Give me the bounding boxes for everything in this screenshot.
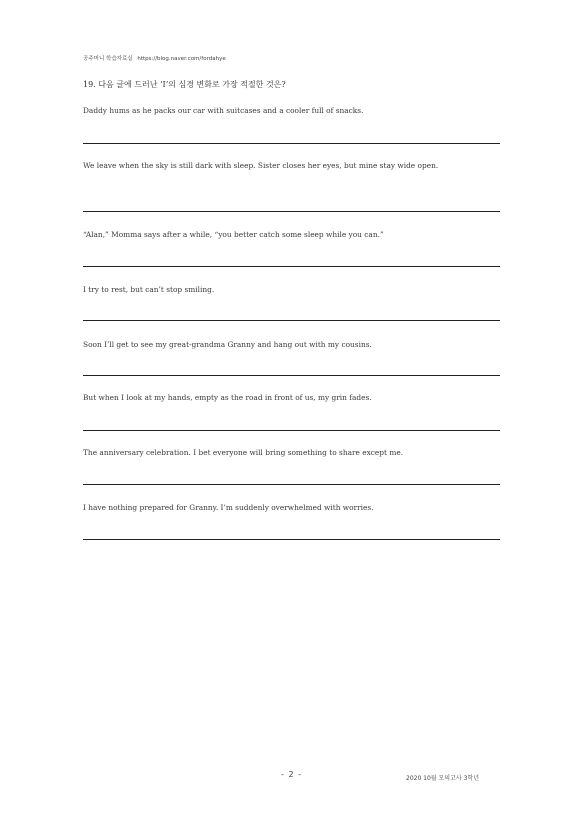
answer-line-2 bbox=[83, 211, 500, 212]
passage-line-3: “Alan,” Momma says after a while, “you better catch some sleep while you can.” bbox=[83, 230, 384, 239]
answer-line-3 bbox=[83, 266, 500, 267]
passage-line-8: I have nothing prepared for Granny. I’m suddenly overwhelmed with worries. bbox=[83, 503, 374, 512]
answer-line-5 bbox=[83, 375, 500, 376]
answer-line-6 bbox=[83, 430, 500, 431]
site-label: 공주머니 학습자료실 bbox=[83, 56, 133, 62]
passage-line-7: The anniversary celebration. I bet everyone will bring something to share except me. bbox=[83, 448, 404, 457]
passage-line-2: We leave when the sky is still dark with sleep. Sister closes her eyes, but mine stay wide open. bbox=[83, 161, 439, 170]
answer-line-1 bbox=[83, 143, 500, 144]
answer-line-4 bbox=[83, 320, 500, 321]
passage-line-4: I try to rest, but can’t stop smiling. bbox=[83, 285, 215, 294]
page-number: - 2 - bbox=[281, 770, 302, 779]
answer-line-8 bbox=[83, 539, 500, 540]
answer-line-7 bbox=[83, 484, 500, 485]
passage-line-1: Daddy hums as he packs our car with suitcases and a cooler full of snacks. bbox=[83, 106, 364, 115]
page-header bbox=[83, 54, 226, 62]
exam-label: 2020 10월 모의고사 3학년 bbox=[406, 775, 480, 782]
site-url[interactable]: https://blog.naver.com/fordahye bbox=[137, 56, 226, 62]
passage-line-6: But when I look at my hands, empty as the road in front of us, my grin fades. bbox=[83, 393, 372, 402]
question-title: 19. 다음 글에 드러난 ‘I’의 심경 변화로 가장 적절한 것은? bbox=[83, 80, 286, 89]
passage-line-5: Soon I’ll get to see my great-grandma Granny and hang out with my cousins. bbox=[83, 340, 372, 349]
